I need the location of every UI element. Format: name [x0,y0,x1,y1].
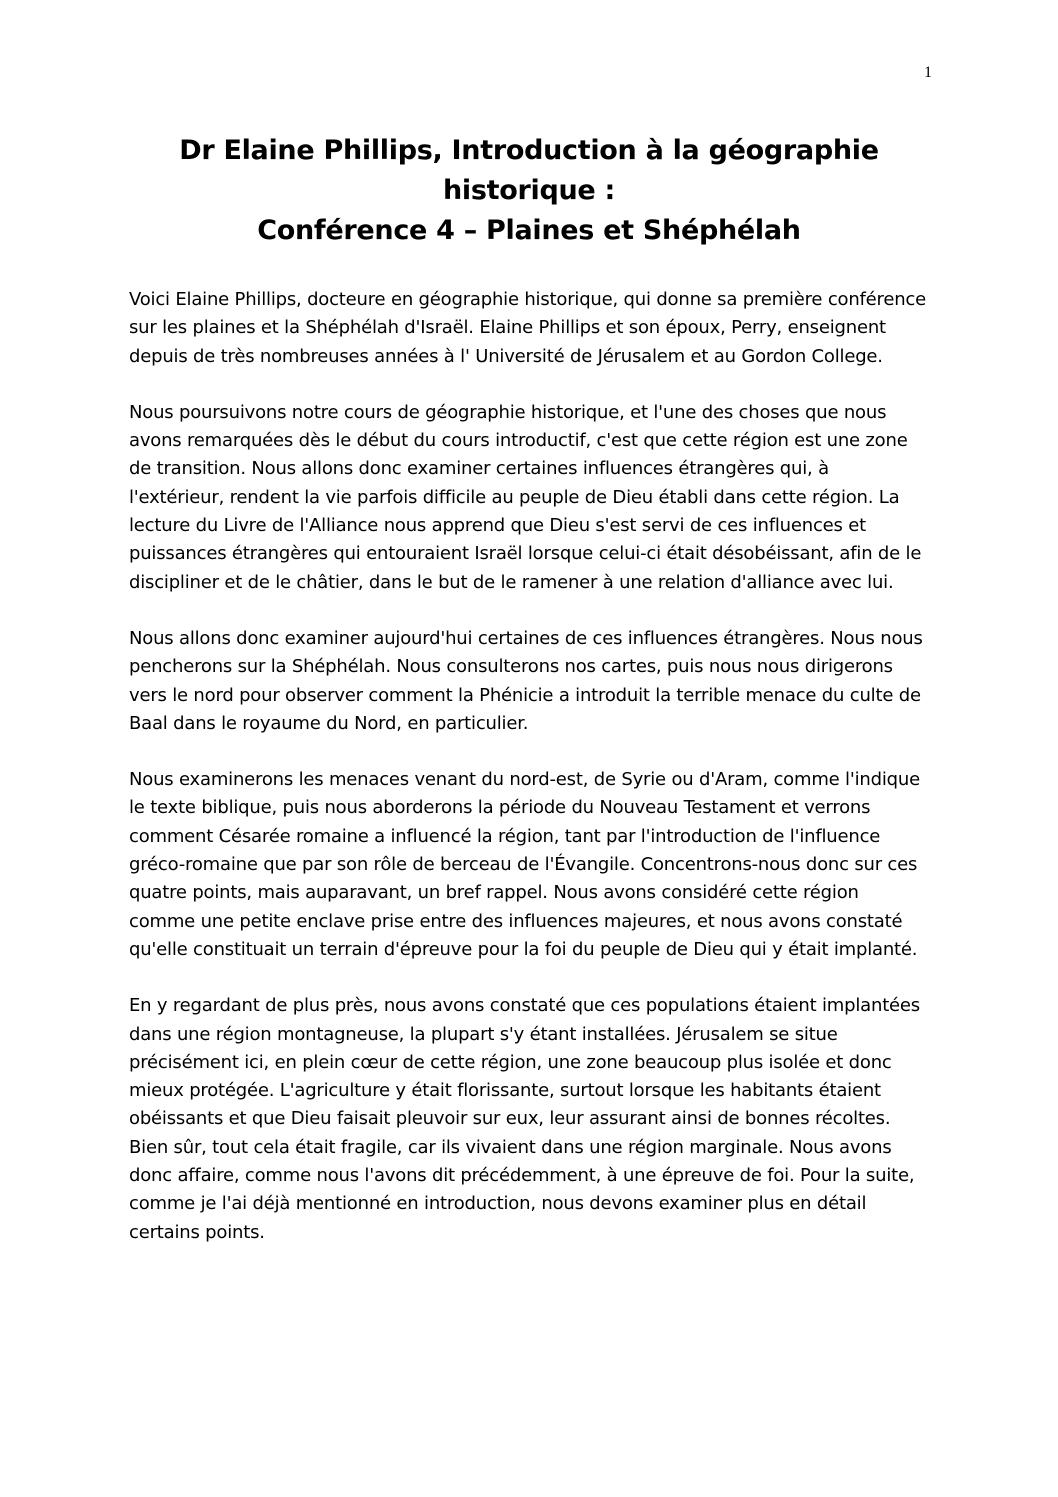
title-line-3: Conférence 4 – Plaines et Shéphélah [257,215,801,246]
paragraph-1: Voici Elaine Phillips, docteure en géographie historique, qui donne sa première conférence sur les plaines et la Shéphélah d'Israël. Elaine Phillips et son époux, Perry, enseignent depuis de très nombreuses années à l' Université de Jérusalem et au Gordon College. [129,289,927,367]
title-line-2: historique : [442,175,616,206]
title-line-1: Dr Elaine Phillips, Introduction à la géographie [179,135,879,166]
paragraph-3: Nous allons donc examiner aujourd'hui certaines de ces influences étrangères. Nous nous pencherons sur la Shéphélah. Nous consulterons nos cartes, puis nous nous dirigerons vers le nord pour observer comment la Phénicie a introduit la terrible menace du culte de Baal dans le royaume du Nord, en particulier. [129,627,923,734]
page-number: 1 [924,64,932,81]
paragraph-2: Nous poursuivons notre cours de géographie historique, et l'une des choses que nous avons remarquées dès le début du cours introductif, c'est que cette région est une zone de transition. Nous allons donc examiner certaines influences étrangères qui, à l'extérieur, rendent la vie parfois difficile au peuple de Dieu établi dans cette région. La lecture du Livre de l'Alliance nous apprend que Dieu s'est servi de ces influences et puissances étrangères qui entouraient Israël lorsque celui-ci était désobéissant, afin de le discipliner et de le châtier, dans le but de le ramener à une relation d'alliance avec lui. [129,401,922,593]
document-body [129,286,929,1275]
paragraph-5: En y regardant de plus près, nous avons constaté que ces populations étaient implantées dans une région montagneuse, la plupart s'y étant installées. Jérusalem se situe précisément ici, en plein cœur de cette région, une zone beaucoup plus isolée et donc mieux protégée. L'agriculture y était florissante, surtout lorsque les habitants étaient obéissants et que Dieu faisait pleuvoir sur eux, leur assurant ainsi de bonnes récoltes. Bien sûr, tout cela était fragile, car ils vivaient dans une région marginale. Nous avons donc affaire, comme nous l'avons dit précédemment, à une épreuve de foi. Pour la suite, comme je l'ai déjà mentionné en introduction, nous devons examiner plus en détail certains points. [129,995,920,1243]
paragraph-4: Nous examinerons les menaces venant du nord-est, de Syrie ou d'Aram, comme l'indique le texte biblique, puis nous aborderons la période du Nouveau Testament et verrons comment Césarée romaine a influencé la région, tant par l'introduction de l'influence gréco-romaine que par son rôle de berceau de l'Évangile. Concentrons-nous donc sur ces quatre points, mais auparavant, un bref rappel. Nous avons considéré cette région comme une petite enclave prise entre des influences majeures, et nous avons constaté qu'elle constituait un terrain d'épreuve pour la foi du peuple de Dieu qui y était implanté. [129,769,920,960]
page-title [130,131,928,251]
